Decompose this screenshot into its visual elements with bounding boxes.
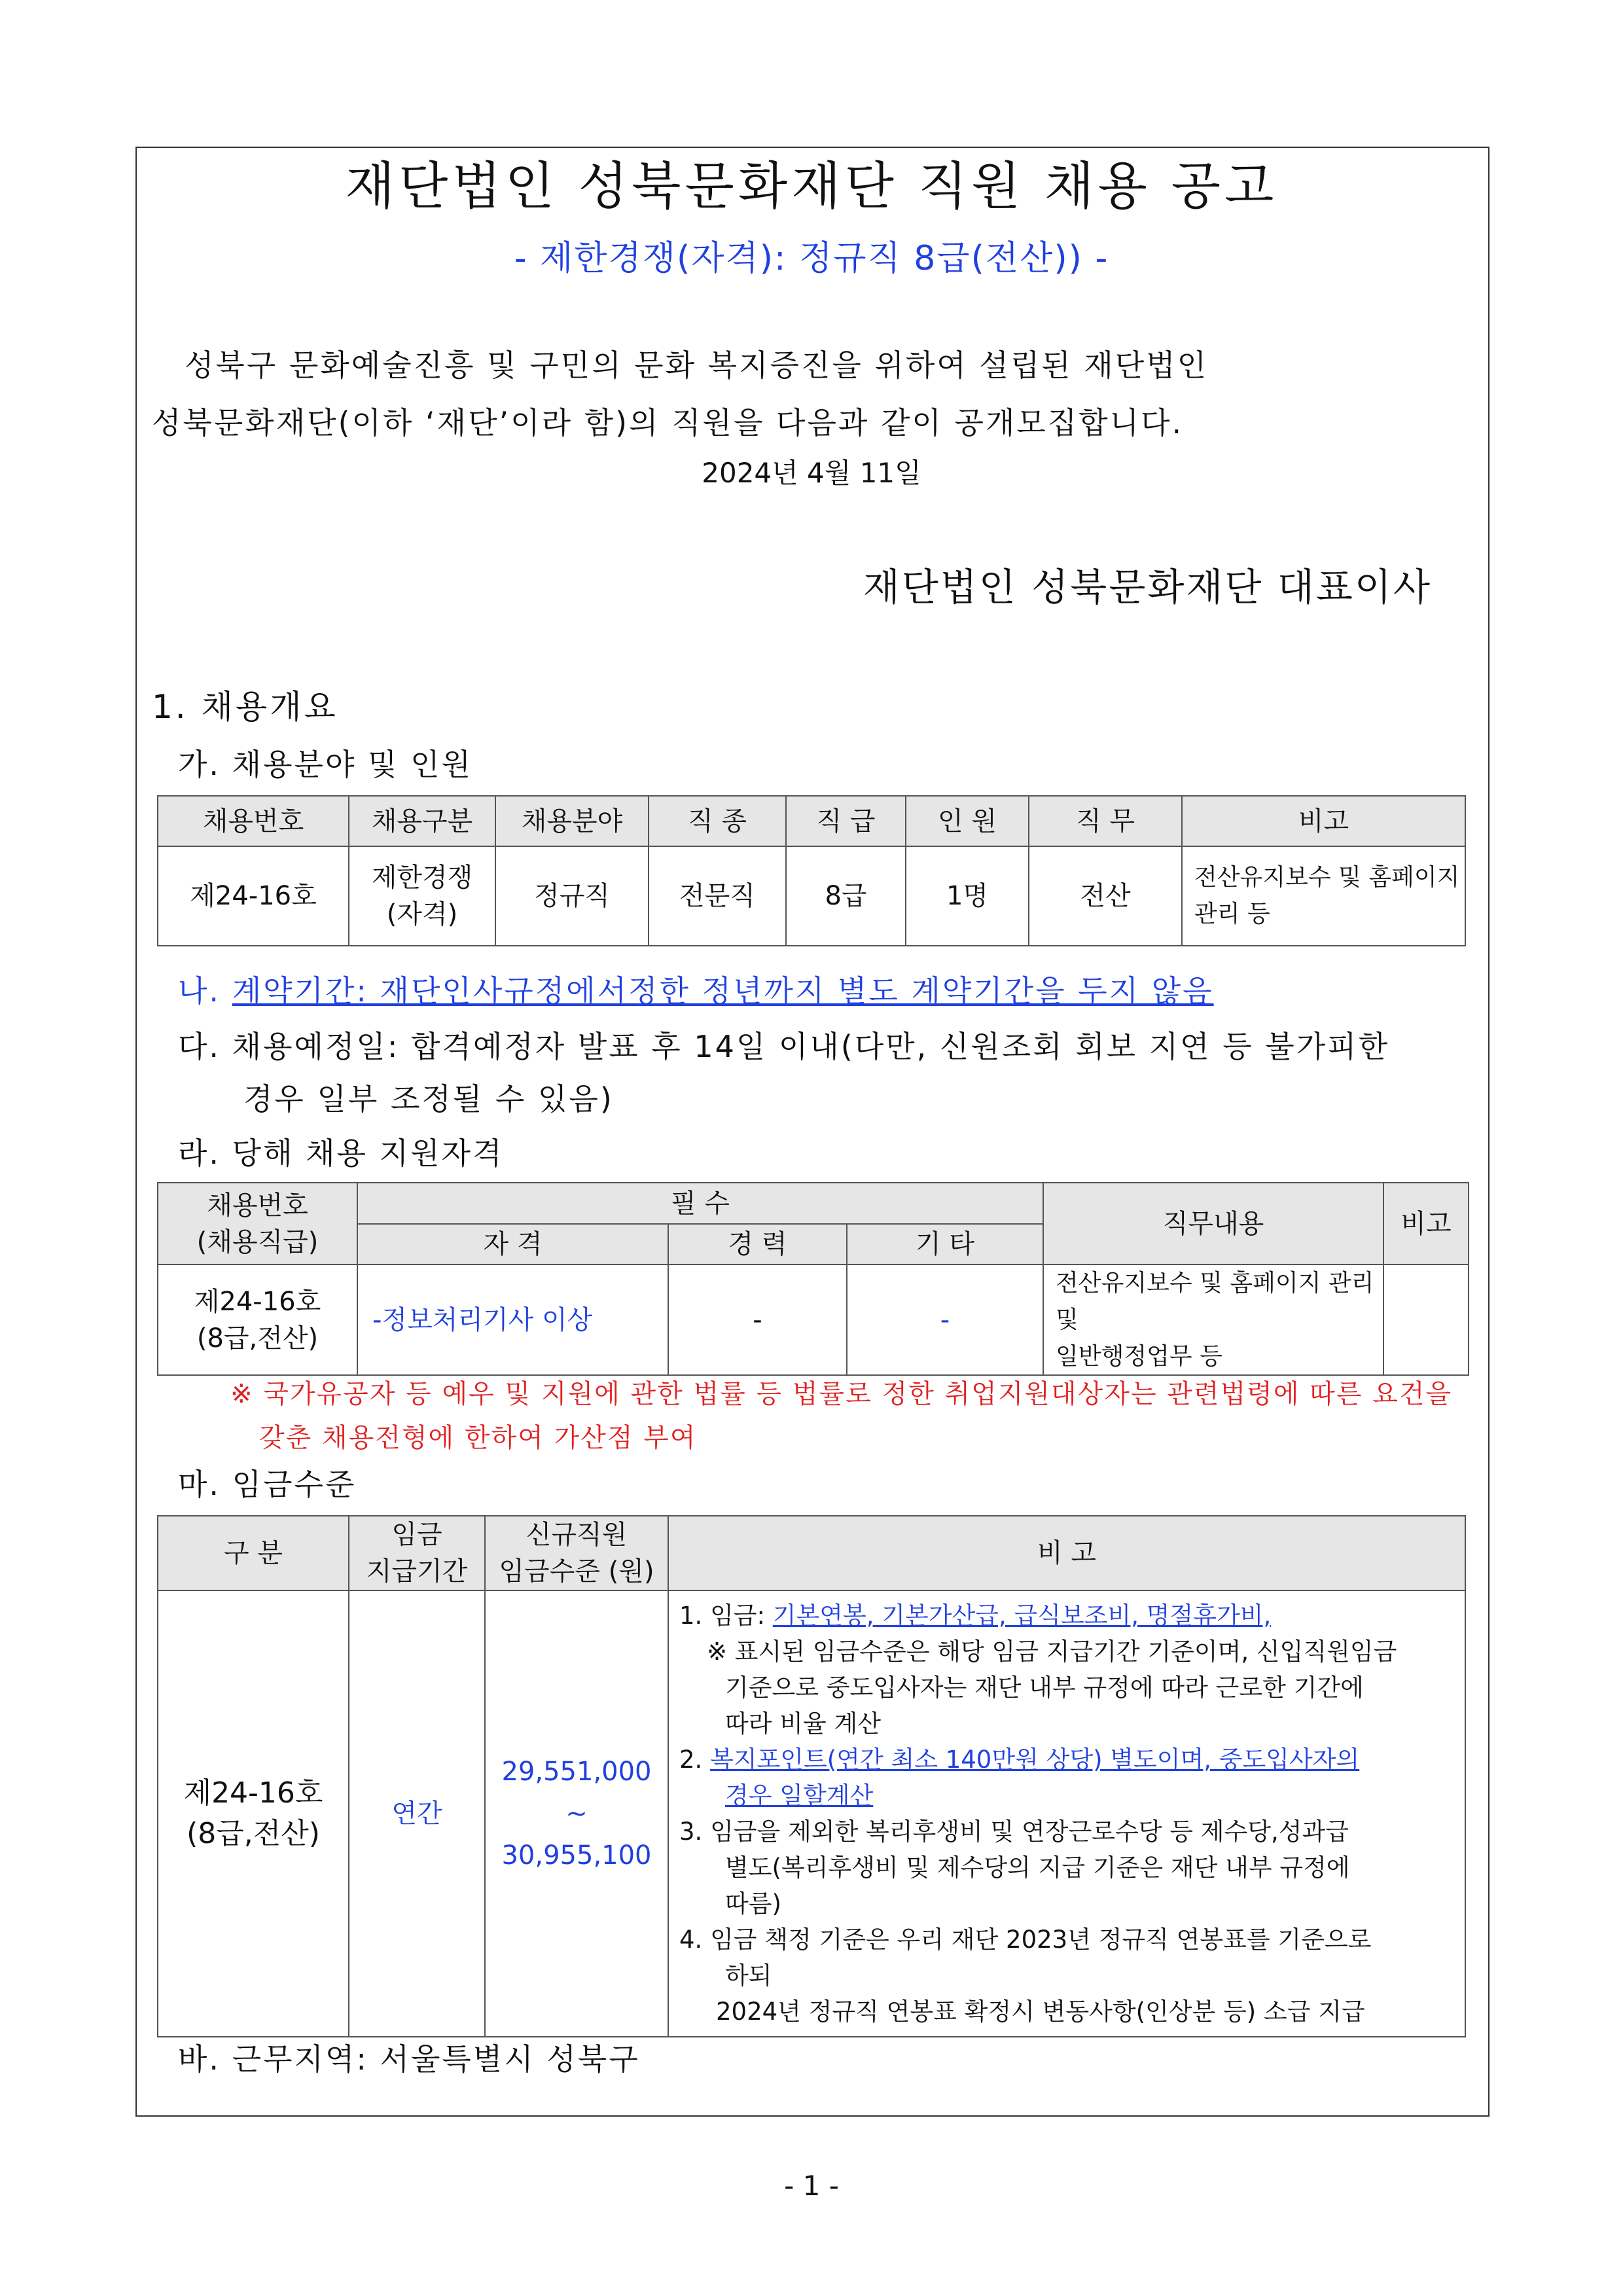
remark-line: 2024년 정규직 연봉표 확정시 변동사항(인상분 등) 소급 지급: [716, 1998, 1365, 2026]
subheading-ma: 마. 임금수준: [178, 1467, 357, 1502]
remark-line: [679, 1598, 1454, 1634]
recruitment-table: [157, 795, 1466, 946]
cell-line: (8급,전산): [187, 1817, 320, 1850]
hire-date-line-2: 경우 일부 조정될 수 있음): [243, 1081, 614, 1117]
table-cell: 정규직: [495, 846, 649, 946]
cell-line: (채용직급): [196, 1227, 319, 1257]
cell-line: 신규직원: [526, 1520, 628, 1550]
hire-date-line-1: 다. 채용예정일: 합격예정자 발표 후 14일 이내(다만, 신원조회 회보 지연 등 불가피한: [178, 1029, 1390, 1064]
header-cell: 비 고: [668, 1516, 1465, 1590]
cell-line: 전산유지보수 및 홈페이지 관리 및: [1056, 1270, 1374, 1333]
veteran-note-line-1: ※ 국가유공자 등 예우 및 지원에 관한 법률 등 법률로 정한 취업지원대상자는 관련법령에 따른 요건을: [230, 1379, 1453, 1409]
cell-line: 일반행정업무 등: [1056, 1342, 1222, 1370]
remark-line: 4. 임금 책정 기준은 우리 재단 2023년 정규직 연봉표를 기준으로: [679, 1926, 1372, 1954]
cell-line: 제24-16호: [194, 1286, 321, 1317]
remark-line: 3. 임금을 제외한 복리후생비 및 연장근로수당 등 제수당,성과급: [679, 1818, 1349, 1846]
table-cell: [158, 1590, 349, 2037]
remark-line: [679, 1778, 1454, 1814]
table-cell: [485, 1590, 668, 2037]
header-cell: 필 수: [357, 1183, 1043, 1224]
table-cell: 제24-16호: [158, 846, 349, 946]
header-cell: 경 력: [668, 1224, 847, 1265]
table-cell: 8급: [786, 846, 906, 946]
header-cell: 직 무: [1029, 796, 1182, 846]
remark-prefix: 1. 임금:: [679, 1602, 773, 1630]
header-cell: 직 종: [649, 796, 786, 846]
table-cell: 1명: [906, 846, 1029, 946]
header-cell: 채용분야: [495, 796, 649, 846]
header-cell: 기 타: [847, 1224, 1043, 1265]
table-cell: [349, 846, 495, 946]
table-cell: [158, 1265, 357, 1375]
wage-separator: ~: [565, 1799, 588, 1829]
remark-line: 기준으로 중도입사자는 재단 내부 규정에 따라 근로한 기간에: [725, 1674, 1364, 1702]
page-title: 재단법인 성북문화재단 직원 채용 공고: [345, 157, 1278, 216]
header-cell: 직 급: [786, 796, 906, 846]
page-number: - 1 -: [784, 2170, 839, 2202]
header-cell: [485, 1516, 668, 1590]
header-cell: 자 격: [357, 1224, 668, 1265]
table-cell: 연간: [349, 1590, 485, 2037]
remark-line: [679, 1742, 1454, 1778]
announcement-date: 2024년 4월 11일: [702, 457, 921, 489]
remark-link: 경우 일할계산: [725, 1782, 874, 1810]
header-cell: 비고: [1383, 1183, 1469, 1265]
remark-line: 별도(복리후생비 및 제수당의 지급 기준은 재단 내부 규정에: [725, 1854, 1350, 1882]
veteran-note-line-2: 갖춘 채용전형에 한하여 가산점 부여: [259, 1423, 697, 1453]
table-cell: [1383, 1265, 1469, 1375]
table-cell: 전산: [1029, 846, 1182, 946]
table-cell: -: [847, 1265, 1043, 1375]
remark-line: 하되: [725, 1962, 772, 1990]
cell-line: 채용번호: [207, 1190, 308, 1221]
section-heading-overview: 1. 채용개요: [152, 688, 338, 726]
intro-line-2: 성북문화재단(이하 ‘재단’이라 함)의 직원을 다음과 같이 공개모집합니다.: [152, 405, 1184, 440]
header-cell: 채용번호: [158, 796, 349, 846]
remark-prefix: 2.: [679, 1746, 711, 1774]
cell-line: 임금수준 (원): [499, 1556, 654, 1587]
table-cell: [668, 1590, 1465, 2037]
wage-min: 29,551,000: [501, 1757, 652, 1787]
table-cell: [1043, 1265, 1383, 1375]
header-cell: [349, 1516, 485, 1590]
table-cell: 전문직: [649, 846, 786, 946]
table-cell: [1182, 846, 1465, 946]
remark-link: 복지포인트(연간 최소 140만원 상당) 별도이며, 중도입사자의: [710, 1746, 1360, 1774]
table-cell: -: [668, 1265, 847, 1375]
header-cell: 인 원: [906, 796, 1029, 846]
remark-line: 따름): [725, 1890, 781, 1918]
intro-line-1: 성북구 문화예술진흥 및 구민의 문화 복지증진을 위하여 설립된 재단법인: [185, 348, 1209, 383]
remark-line: 따라 비율 계산: [725, 1710, 881, 1738]
subheading-ra: 라. 당해 채용 지원자격: [178, 1136, 504, 1171]
cell-line: 제24-16호: [183, 1776, 323, 1810]
page-subtitle: - 제한경쟁(자격): 정규직 8급(전산)) -: [514, 239, 1109, 278]
remark-line: ※ 표시된 임금수준은 해당 임금 지급기간 기준이며, 신입직원임금: [707, 1638, 1397, 1666]
header-cell: 비고: [1182, 796, 1465, 846]
contract-period: [178, 967, 1214, 1011]
work-location: 바. 근무지역: 서울특별시 성북구: [178, 2041, 640, 2077]
wage-table: [157, 1515, 1466, 2037]
item-prefix: 나.: [178, 973, 232, 1009]
qualification-table: [157, 1182, 1469, 1376]
contract-period-text: 계약기간: 재단인사규정에서정한 정년까지 별도 계약기간을 두지 않음: [232, 973, 1214, 1009]
table-cell: -정보처리기사 이상: [357, 1265, 668, 1375]
header-cell: 채용구분: [349, 796, 495, 846]
header-cell: 구 분: [158, 1516, 349, 1590]
wage-max: 30,955,100: [501, 1840, 652, 1871]
cell-line: 임금: [391, 1520, 442, 1550]
cell-line: 관리 등: [1194, 901, 1270, 927]
header-cell: 직무내용: [1043, 1183, 1383, 1265]
cell-line: (자격): [386, 899, 458, 929]
signer: 재단법인 성북문화재단 대표이사: [863, 565, 1432, 609]
cell-line: 전산유지보수 및 홈페이지: [1194, 864, 1460, 891]
subheading-ga: 가. 채용분야 및 인원: [178, 747, 473, 782]
cell-line: 지급기간: [366, 1556, 468, 1587]
header-cell: [158, 1183, 357, 1265]
remark-link: 기본연봉, 기본가산급, 급식보조비, 명절휴가비,: [772, 1602, 1272, 1630]
cell-line: 제한경쟁: [371, 863, 473, 893]
cell-line: (8급,전산): [196, 1323, 319, 1354]
